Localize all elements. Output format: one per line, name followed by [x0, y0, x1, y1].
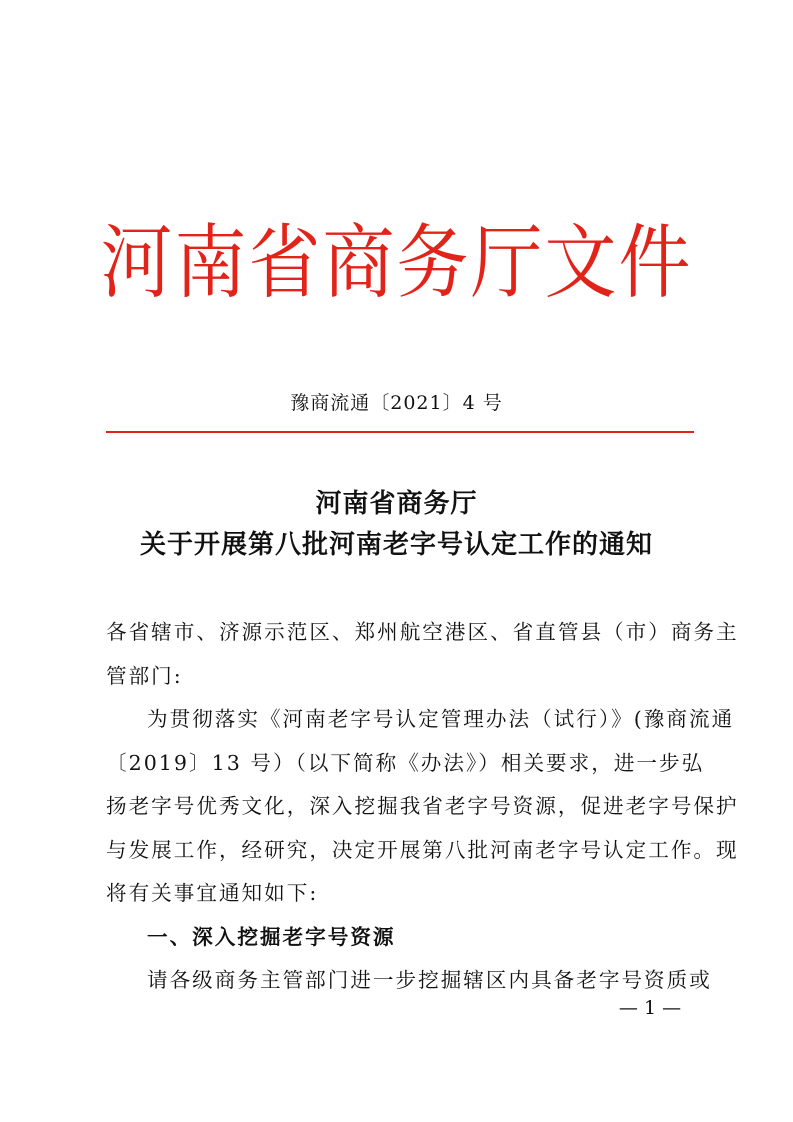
addressee-line-1: 各省辖市、济源示范区、郑州航空港区、省直管县（市）商务主	[106, 620, 739, 644]
notice-body	[106, 611, 739, 1003]
notice-title-line-2: 关于开展第八批河南老字号认定工作的通知	[139, 530, 653, 560]
masthead-title: 河南省商务厅文件	[100, 215, 693, 310]
paragraph-line: 扬老字号优秀文化，深入挖掘我省老字号资源，促进老字号保护	[106, 794, 739, 818]
paragraph-line: 为贯彻落实《河南老字号认定管理办法（试行）》(豫商流通	[147, 707, 735, 731]
paragraph-line: 与发展工作，经研究，决定开展第八批河南老字号认定工作。现	[106, 837, 739, 862]
paragraph-line: 将有关事宜通知如下:	[106, 881, 319, 905]
notice-title-line-1: 河南省商务厅	[315, 489, 478, 519]
page-number: — 1 —	[618, 997, 682, 1019]
section-heading: 一、深入挖掘老字号资源	[147, 924, 396, 949]
paragraph-line: 请各级商务主管部门进一步挖掘辖区内具备老字号资质或	[147, 968, 712, 992]
addressee-line-2: 管部门:	[106, 663, 183, 688]
document-number: 豫商流通〔2021〕4 号	[290, 392, 503, 414]
paragraph-line: 〔2019〕13 号）（以下简称《办法》）相关要求，进一步弘	[106, 750, 705, 775]
red-separator-line	[106, 431, 694, 433]
